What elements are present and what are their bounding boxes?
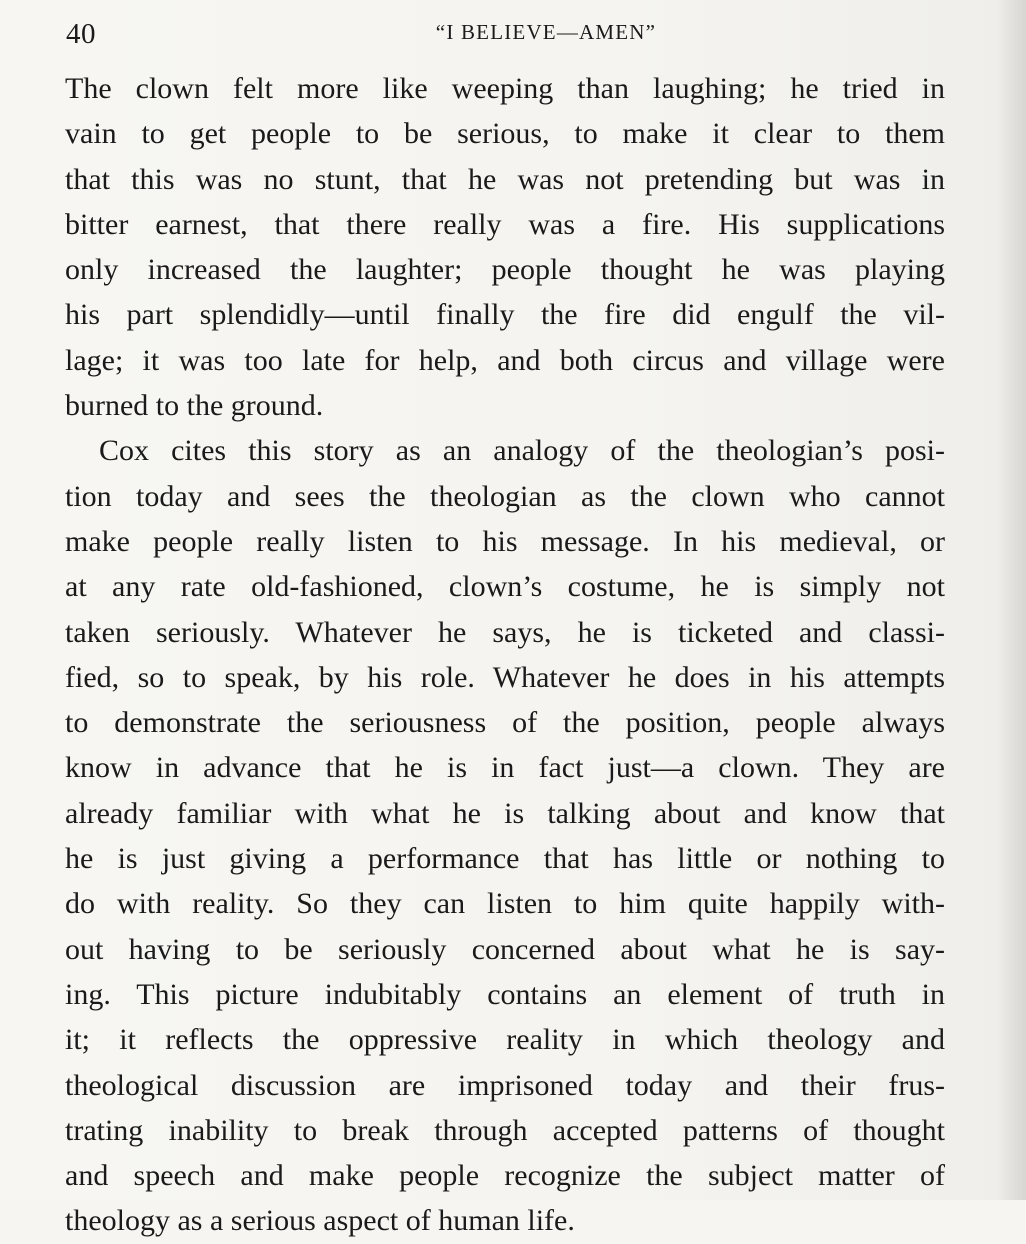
text-line: tion today and sees the theologian as the clown who cannot	[65, 479, 945, 513]
text-line: lage; it was too late for help, and both circus and village were	[65, 343, 945, 377]
page-edge-shadow	[996, 0, 1026, 1200]
text-line: bitter earnest, that there really was a fire. His supplications	[65, 207, 945, 241]
text-line: out having to be seriously concerned about what he is say-	[65, 932, 945, 966]
text-line: taken seriously. Whatever he says, he is ticketed and classi-	[65, 615, 945, 649]
text-line: burned to the ground.	[65, 389, 324, 423]
text-line: he is just giving a performance that has little or nothing to	[65, 842, 945, 876]
running-head: “I BELIEVE—AMEN”	[435, 20, 657, 44]
body-text	[65, 66, 945, 1244]
text-line: already familiar with what he is talking about and know that	[65, 796, 945, 830]
text-line: know in advance that he is in fact just—a clown. They are	[65, 751, 945, 785]
text-line: do with reality. So they can listen to him quite happily with-	[65, 887, 945, 921]
text-line: to demonstrate the seriousness of the position, people always	[65, 706, 945, 740]
text-line: ing. This picture indubitably contains an element of truth in	[65, 977, 945, 1011]
text-line: at any rate old-fashioned, clown’s costume, he is simply not	[65, 570, 945, 604]
text-line: and speech and make people recognize the subject matter of	[65, 1159, 945, 1193]
page-header	[66, 14, 946, 50]
text-line: The clown felt more like weeping than laughing; he tried in	[65, 72, 945, 105]
text-line: fied, so to speak, by his role. Whatever he does in his attempts	[65, 660, 945, 694]
text-line: it; it reflects the oppressive reality in which theology and	[65, 1023, 945, 1057]
text-line: trating inability to break through accepted patterns of thought	[65, 1113, 945, 1147]
text-line: that this was no stunt, that he was not pretending but was in	[65, 162, 945, 196]
text-line: theology as a serious aspect of human life.	[65, 1204, 575, 1238]
page-number: 40	[66, 18, 96, 50]
text-line: only increased the laughter; people thought he was playing	[65, 253, 945, 287]
text-line: make people really listen to his message. In his medieval, or	[65, 524, 945, 558]
text-line: theological discussion are imprisoned today and their frus-	[65, 1068, 945, 1102]
text-line: his part splendidly—until finally the fire did engulf the vil-	[65, 298, 945, 332]
text-line: Cox cites this story as an analogy of the theologian’s posi-	[99, 434, 945, 468]
text-line: vain to get people to be serious, to make it clear to them	[65, 117, 945, 151]
